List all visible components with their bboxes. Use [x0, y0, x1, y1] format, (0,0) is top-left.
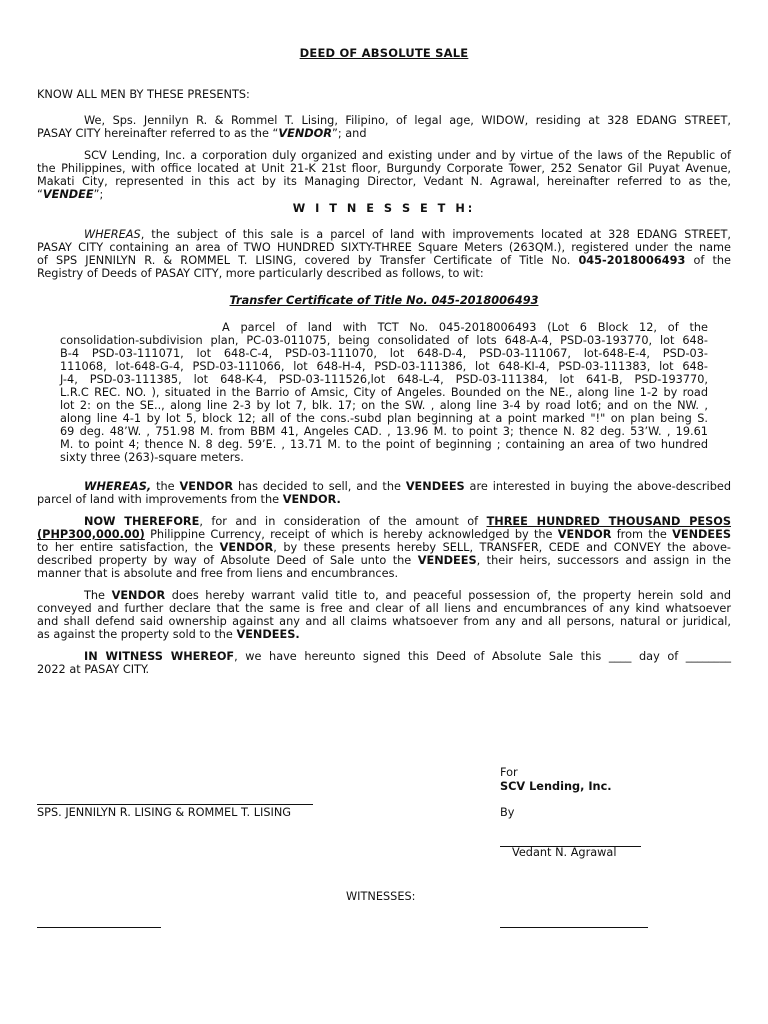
warranty-line-4: as against the property sold to the VENDEES. — [37, 628, 300, 641]
vendee-para-line-4: “VENDEE”; — [37, 188, 104, 201]
whereas2-line-1: WHEREAS, the VENDOR has decided to sell, and the VENDEES are interested in buying the above-described — [84, 480, 731, 493]
tct-line: consolidation-subdivision plan, PC-03-011075, being consolidated of lots 648-A-4, PSD-03-193770, lot 648- — [60, 334, 708, 347]
vendor-term: VENDOR — [278, 127, 332, 140]
witness-1-signature-line — [37, 927, 161, 928]
vendee-para-line-3: Makati City, represented in this act by its Managing Director, Vedant N. Agrawal, hereinafter referred to as the, — [37, 175, 731, 188]
witnesseth-heading: W I T N E S S E T H: — [292, 202, 476, 215]
whereas-line-3: of SPS JENNILYN R. & ROMMEL T. LISING, covered by Transfer Certificate of Title No. 045-2018006493 of the — [37, 254, 731, 267]
now-therefore-line-2: (PHP300,000.00) Philippine Currency, receipt of which is hereby acknowledged by the VENDOR from the VENDEES — [37, 528, 731, 541]
vendee-term: VENDEE — [42, 188, 94, 201]
document-title: DEED OF ABSOLUTE SALE — [299, 46, 469, 60]
whereas-line-2: PASAY CITY containing an area of TWO HUNDRED SIXTY-THREE Square Meters (263QM.), registered under the name — [37, 241, 731, 254]
vendee-para-line-1: SCV Lending, Inc. a corporation duly organized and existing under and by virtue of the laws of the Republic of — [84, 149, 731, 162]
in-witness-line-2: 2022 at PASAY CITY. — [37, 663, 150, 676]
sig-company: SCV Lending, Inc. — [500, 780, 612, 793]
tct-line: lot 2: on the SE.., along line 2-3 by lot 7, blk. 17; on the SW. , along line 3-4 by road lot6; and on the NW. , — [60, 399, 708, 412]
vendor-para-line-1: We, Sps. Jennilyn R. & Rommel T. Lising, Filipino, of legal age, WIDOW, residing at 328 EDANG STREET, — [84, 114, 731, 127]
warranty-line-2: conveyed and further declare that the same is free and clear of all liens and encumbrances of any kind whatsoever — [37, 602, 731, 615]
tct-line: along line 4-1 by lot 5, block 12; all of the cons.-subd plan beginning at a point marked "!" on plan being S. — [60, 412, 708, 425]
tct-line: J-4, PSD-03-111385, lot 648-K-4, PSD-03-111526,lot 648-L-4, PSD-03-111384, lot 641-B, PSD-193770, — [60, 373, 708, 386]
now-therefore-line-4: described property by way of Absolute Deed of Sale unto the VENDEES, their heirs, successors and assign in the — [37, 554, 731, 567]
tct-line: 69 deg. 48’W. , 751.98 M. from BBM 41, Angeles CAD. , 13.96 M. to point 3; thence N. 82 deg. 53’W. , 19.61 — [60, 425, 708, 438]
vendee-para-line-2: the Philippines, with office located at Unit 21-K 21st floor, Burgundy Corporate Tower, 252 Senator Gil Puyat Avenue, — [37, 162, 731, 175]
know-all-men: KNOW ALL MEN BY THESE PRESENTS: — [37, 88, 250, 101]
now-therefore-line-1: NOW THEREFORE, for and in consideration of the amount of THREE HUNDRED THOUSAND PESOS — [84, 515, 731, 528]
tct-line: B-4 PSD-03-111071, lot 648-C-4, PSD-03-111070, lot 648-D-4, PSD-03-111067, lot-648-E-4, PSD-03- — [60, 347, 708, 360]
warranty-line-3: and shall defend said ownership against any and all claims whatsoever from any and all persons, natural or juridical, — [37, 615, 731, 628]
sig-by: By — [500, 806, 515, 819]
sig-for: For — [500, 766, 518, 779]
in-witness-line-1: IN WITNESS WHEREOF, we have hereunto signed this Deed of Absolute Sale this ____ day of ________ — [84, 650, 731, 663]
whereas-line-1: WHEREAS, the subject of this sale is a parcel of land with improvements located at 328 EDANG STREET, — [84, 228, 731, 241]
tct-line: sixty three (263)-square meters. — [60, 451, 244, 464]
whereas2-line-2: parcel of land with improvements from the VENDOR. — [37, 493, 341, 506]
tct-line: A parcel of land with TCT No. 045-2018006493 (Lot 6 Block 12, of the — [222, 321, 708, 334]
tct-line: M. to point 4; thence N. 8 deg. 59’E. , 13.71 M. to the point of beginning ; containing an area of two hundred — [60, 438, 708, 451]
vendor-names: SPS. JENNILYN R. LISING & ROMMEL T. LISING — [37, 806, 292, 819]
witnesses-label: WITNESSES: — [346, 890, 416, 903]
tct-heading: Transfer Certificate of Title No. 045-2018006493 — [229, 294, 539, 307]
vendor-signature-line — [37, 804, 313, 805]
vendor-para-line-2: PASAY CITY hereinafter referred to as the “VENDOR”; and — [37, 127, 367, 140]
now-therefore-line-5: manner that is absolute and free from liens and encumbrances. — [37, 567, 399, 580]
now-therefore-line-3: to her entire satisfaction, the VENDOR, by these presents hereby SELL, TRANSFER, CEDE and CONVEY the above- — [37, 541, 731, 554]
tct-line: L.R.C REC. NO. ), situated in the Barrio of Amsic, City of Angeles. Bounded on the NE., along line 1-2 by road — [60, 386, 708, 399]
warranty-line-1: The VENDOR does hereby warrant valid title to, and peaceful possession of, the property herein sold and — [84, 589, 731, 602]
witness-2-signature-line — [500, 927, 648, 928]
tct-line: 111068, lot-648-G-4, PSD-03-111066, lot 648-H-4, PSD-03-111386, lot 648-KI-4, PSD-03-111383, lot 648- — [60, 360, 708, 373]
signatory-name: Vedant N. Agrawal — [512, 846, 617, 859]
whereas-line-4: Registry of Deeds of PASAY CITY, more particularly described as follows, to wit: — [37, 267, 484, 280]
